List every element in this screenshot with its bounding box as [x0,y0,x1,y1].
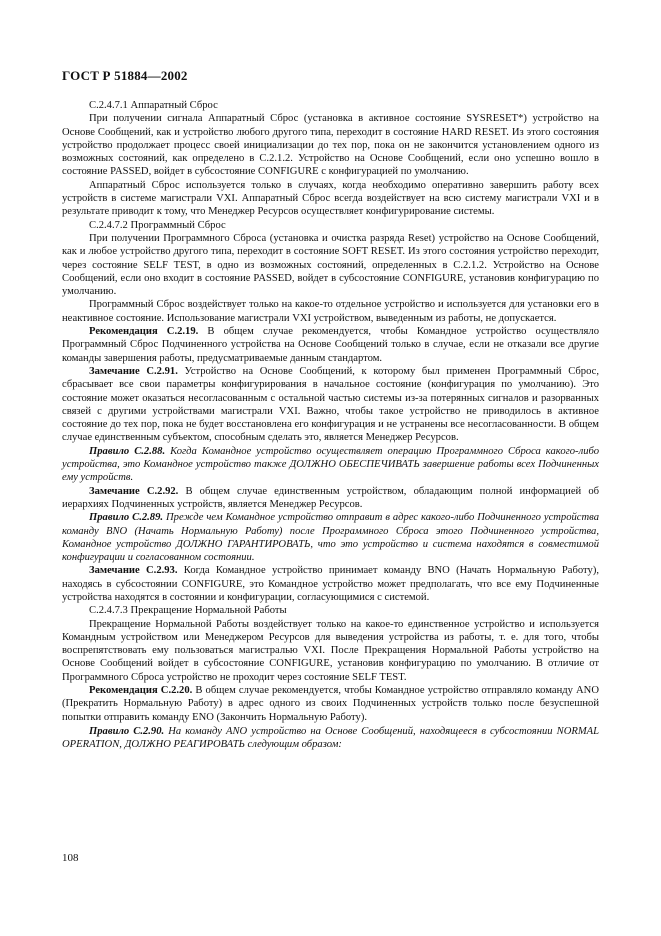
paragraph: Программный Сброс воздействует только на какое-то отдельное устройство и используется для установки его в неактивное состояние. Использование магистрали VXI устройством, выведенным из работы, не допускается. [62,299,599,324]
note-c-2-91: Замечание С.2.91. Устройство на Основе Сообщений, к которому был применен Программный Сброс, сбрасывает все свои параметры конфигурирования в начальное состояние (конфигурация по умолчанию). Это состояние может оказаться несогласованным с остальной частью системы из-за потерянных сигналов и разорванных связей с другими устройствами магистрали VXI. Важно, чтобы такое устройство не приводилось в активное состояние до тех пор, пока не будет восстановлена его конфигурация и не устранены все несогласованности. В общем случае единственным субъектом, способным сделать это, является Менеджер Ресурсов. [62,365,600,444]
rule-c-2-89: Правило С.2.89. Прежде чем Командное устройство отправит в адрес какого-либо Подчиненного устройства команду BNO (Начать Нормальную Работу) после Программного Сброса этого Подчиненного устройства, Командное устройство ДОЛЖНО ГАРАНТИРОВАТЬ, что это устройство и система находятся в совместимой конфигурации и согласованном состоянии. [62,512,599,564]
rule-c-2-88: Правило С.2.88. Когда Командное устройство осуществляет операцию Программного Сброса какого-либо устройства, это Командное устройство также ДОЛЖНО ОБЕСПЕЧИВАТЬ завершение работы всех Подчиненных ему устройств. [62,445,599,484]
recommendation-c-2-20: Рекомендация С.2.20. В общем случае рекомендуется, чтобы Командное устройство отправляло команду ANO (Прекратить Нормальную Работу) в адрес одного из своих Подчиненных устройств только после безуспешной попытки отправить команду ENO (Закончить Нормальную Работу). [62,685,599,723]
rule-c-2-90: Правило С.2.90. На команду ANO устройство на Основе Сообщений, находящееся в субсостоянии NORMAL OPERATION, ДОЛЖНО РЕАГИРОВАТЬ следующим образом: [62,725,600,751]
paragraph: Аппаратный Сброс используется только в случаях, когда необходимо оперативно завершить работу всех устройств в системе магистрали VXI. Аппаратный Сброс всегда воздействует на всю систему магистрали VXI и в результате приводит к тому, что Менеджер Ресурсов осуществляет конфигурирование системы. [62,179,599,218]
page-number: 108 [62,852,79,864]
standard-header: ГОСТ Р 51884—2002 [62,68,188,83]
paragraph: При получении сигнала Аппаратный Сброс (установка в активное состояние SYSRESET*) устройство на Основе Сообщений, как и устройство любого другого типа, переходит в состояние HARD RESET. Из этого состояния устройство продолжает процесс своей инициализации до тех пор, пока он не закончится установлением одного из возможных состояний, как определено в С.2.1.2. Устройство на Основе Сообщений, если оно успешно вошло в состояние PASSED, войдет в субсостояние CONFIGURE с конфигурацией по умолчанию. [62,113,599,178]
paragraph: Прекращение Нормальной Работы воздействует только на какое-то единственное устройство и используется Командным устройством или Менеджером Ресурсов для выведения устройства из работы, т. е. для того, чтобы воспрепятствовать ему пользоваться магистралью VXI. После Прекращения Нормальной Работы устройство на Основе Сообщений войдет в субсостояние CONFIGURE, установив конфигурацию по умолчанию. В отличие от Программного Сброса устройство не проходит через состояние SELF TEST. [62,618,599,683]
section-heading-hardware-reset: C.2.4.7.1 Аппаратный Сброс [89,100,218,111]
paragraph: При получении Программного Сброса (установка и очистка разряда Reset) устройство на Основе Сообщений, как и любое устройство другого типа, переходит в состояние SOFT RESET. Из этого состояния устройство переходит, через состояние SELF TEST, в одно из возможных состояний, определенных в С.2.1.2. Устройство на Основе Сообщений, если оно входит в состояние PASSED, войдет в субсостояние CONFIGURE, установив конфигурацию по умолчанию. [62,232,599,298]
section-heading-software-reset: C.2.4.7.2 Программный Сброс [89,219,226,231]
note-c-2-92: Замечание С.2.92. В общем случае единственным устройством, обладающим полной информацией об иерархиях Подчиненных устройств, является Менеджер Ресурсов. [62,485,600,510]
note-c-2-93: Замечание С.2.93. Когда Командное устройство принимает команду BNO (Начать Нормальную Работу), находясь в субсостоянии CONFIGURE, это Командное устройство может предполагать, что все ему Подчиненные устройства находятся в состоянии и конфигурации, согласующимися с системой. [62,565,600,603]
recommendation-c-2-19: Рекомендация С.2.19. В общем случае рекомендуется, чтобы Командное устройство осуществляло Программный Сброс Подчиненного устройства на Основе Сообщений только в случае, если не отказали все другие команды завершения работы, предусматриваемые данным стандартом. [62,326,599,364]
section-heading-abort-normal-operation: C.2.4.7.3 Прекращение Нормальной Работы [89,605,287,617]
document-body [62,99,599,752]
